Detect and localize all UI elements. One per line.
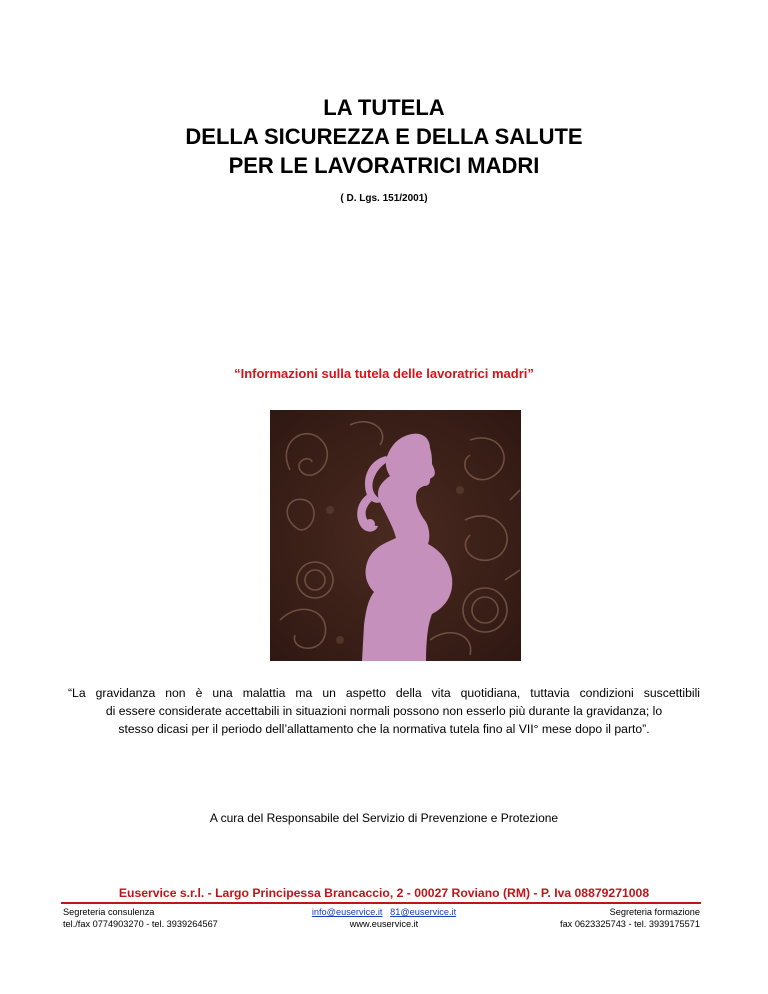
footer-center xyxy=(284,906,484,930)
quote-line-3: stesso dicasi per il periodo dell’allattamento che la normativa tutela fino al VII° mese dopo il parto”. xyxy=(118,722,650,736)
training-label: Segreteria formazione xyxy=(609,907,700,917)
footer-right xyxy=(560,906,700,930)
consulting-label: Segreteria consulenza xyxy=(63,907,155,917)
footer-company-line: Euservice s.r.l. - Largo Principessa Brancaccio, 2 - 00027 Roviano (RM) - P. Iva 08879271008 xyxy=(118,886,650,900)
email-link-info[interactable]: info@euservice.it xyxy=(311,907,383,917)
consulting-contacts: tel./fax 0774903270 - tel. 3939264567 xyxy=(63,919,218,929)
cover-image xyxy=(270,410,521,661)
quote-line-2: di essere considerate accettabili in situazioni normali possono non esserlo più durante la gravidanza; lo xyxy=(105,704,663,718)
title-line-2: DELLA SICUREZZA E DELLA SALUTE xyxy=(185,124,583,149)
curator-credit: A cura del Responsabile del Servizio di Prevenzione e Protezione xyxy=(209,811,559,825)
subtitle: “Informazioni sulla tutela delle lavoratrici madri” xyxy=(234,366,534,381)
quote xyxy=(68,684,700,738)
email-link-81[interactable]: 81@euservice.it xyxy=(390,907,457,917)
pregnant-woman-silhouette-icon xyxy=(270,410,521,661)
quote-line-1: “La gravidanza non è una malattia ma un aspetto della vita quotidiana, tuttavia condizioni suscettibili xyxy=(68,686,700,700)
title-line-1: LA TUTELA xyxy=(323,95,445,120)
email-links xyxy=(284,906,484,918)
footer-divider xyxy=(61,902,701,904)
law-reference: ( D. Lgs. 151/2001) xyxy=(340,193,428,204)
website-text: www.euservice.it xyxy=(349,919,419,929)
training-contacts: fax 0623325743 - tel. 3939175571 xyxy=(560,919,700,929)
title-line-3: PER LE LAVORATRICI MADRI xyxy=(228,153,540,178)
document-title xyxy=(0,93,768,180)
footer-left xyxy=(63,906,218,930)
